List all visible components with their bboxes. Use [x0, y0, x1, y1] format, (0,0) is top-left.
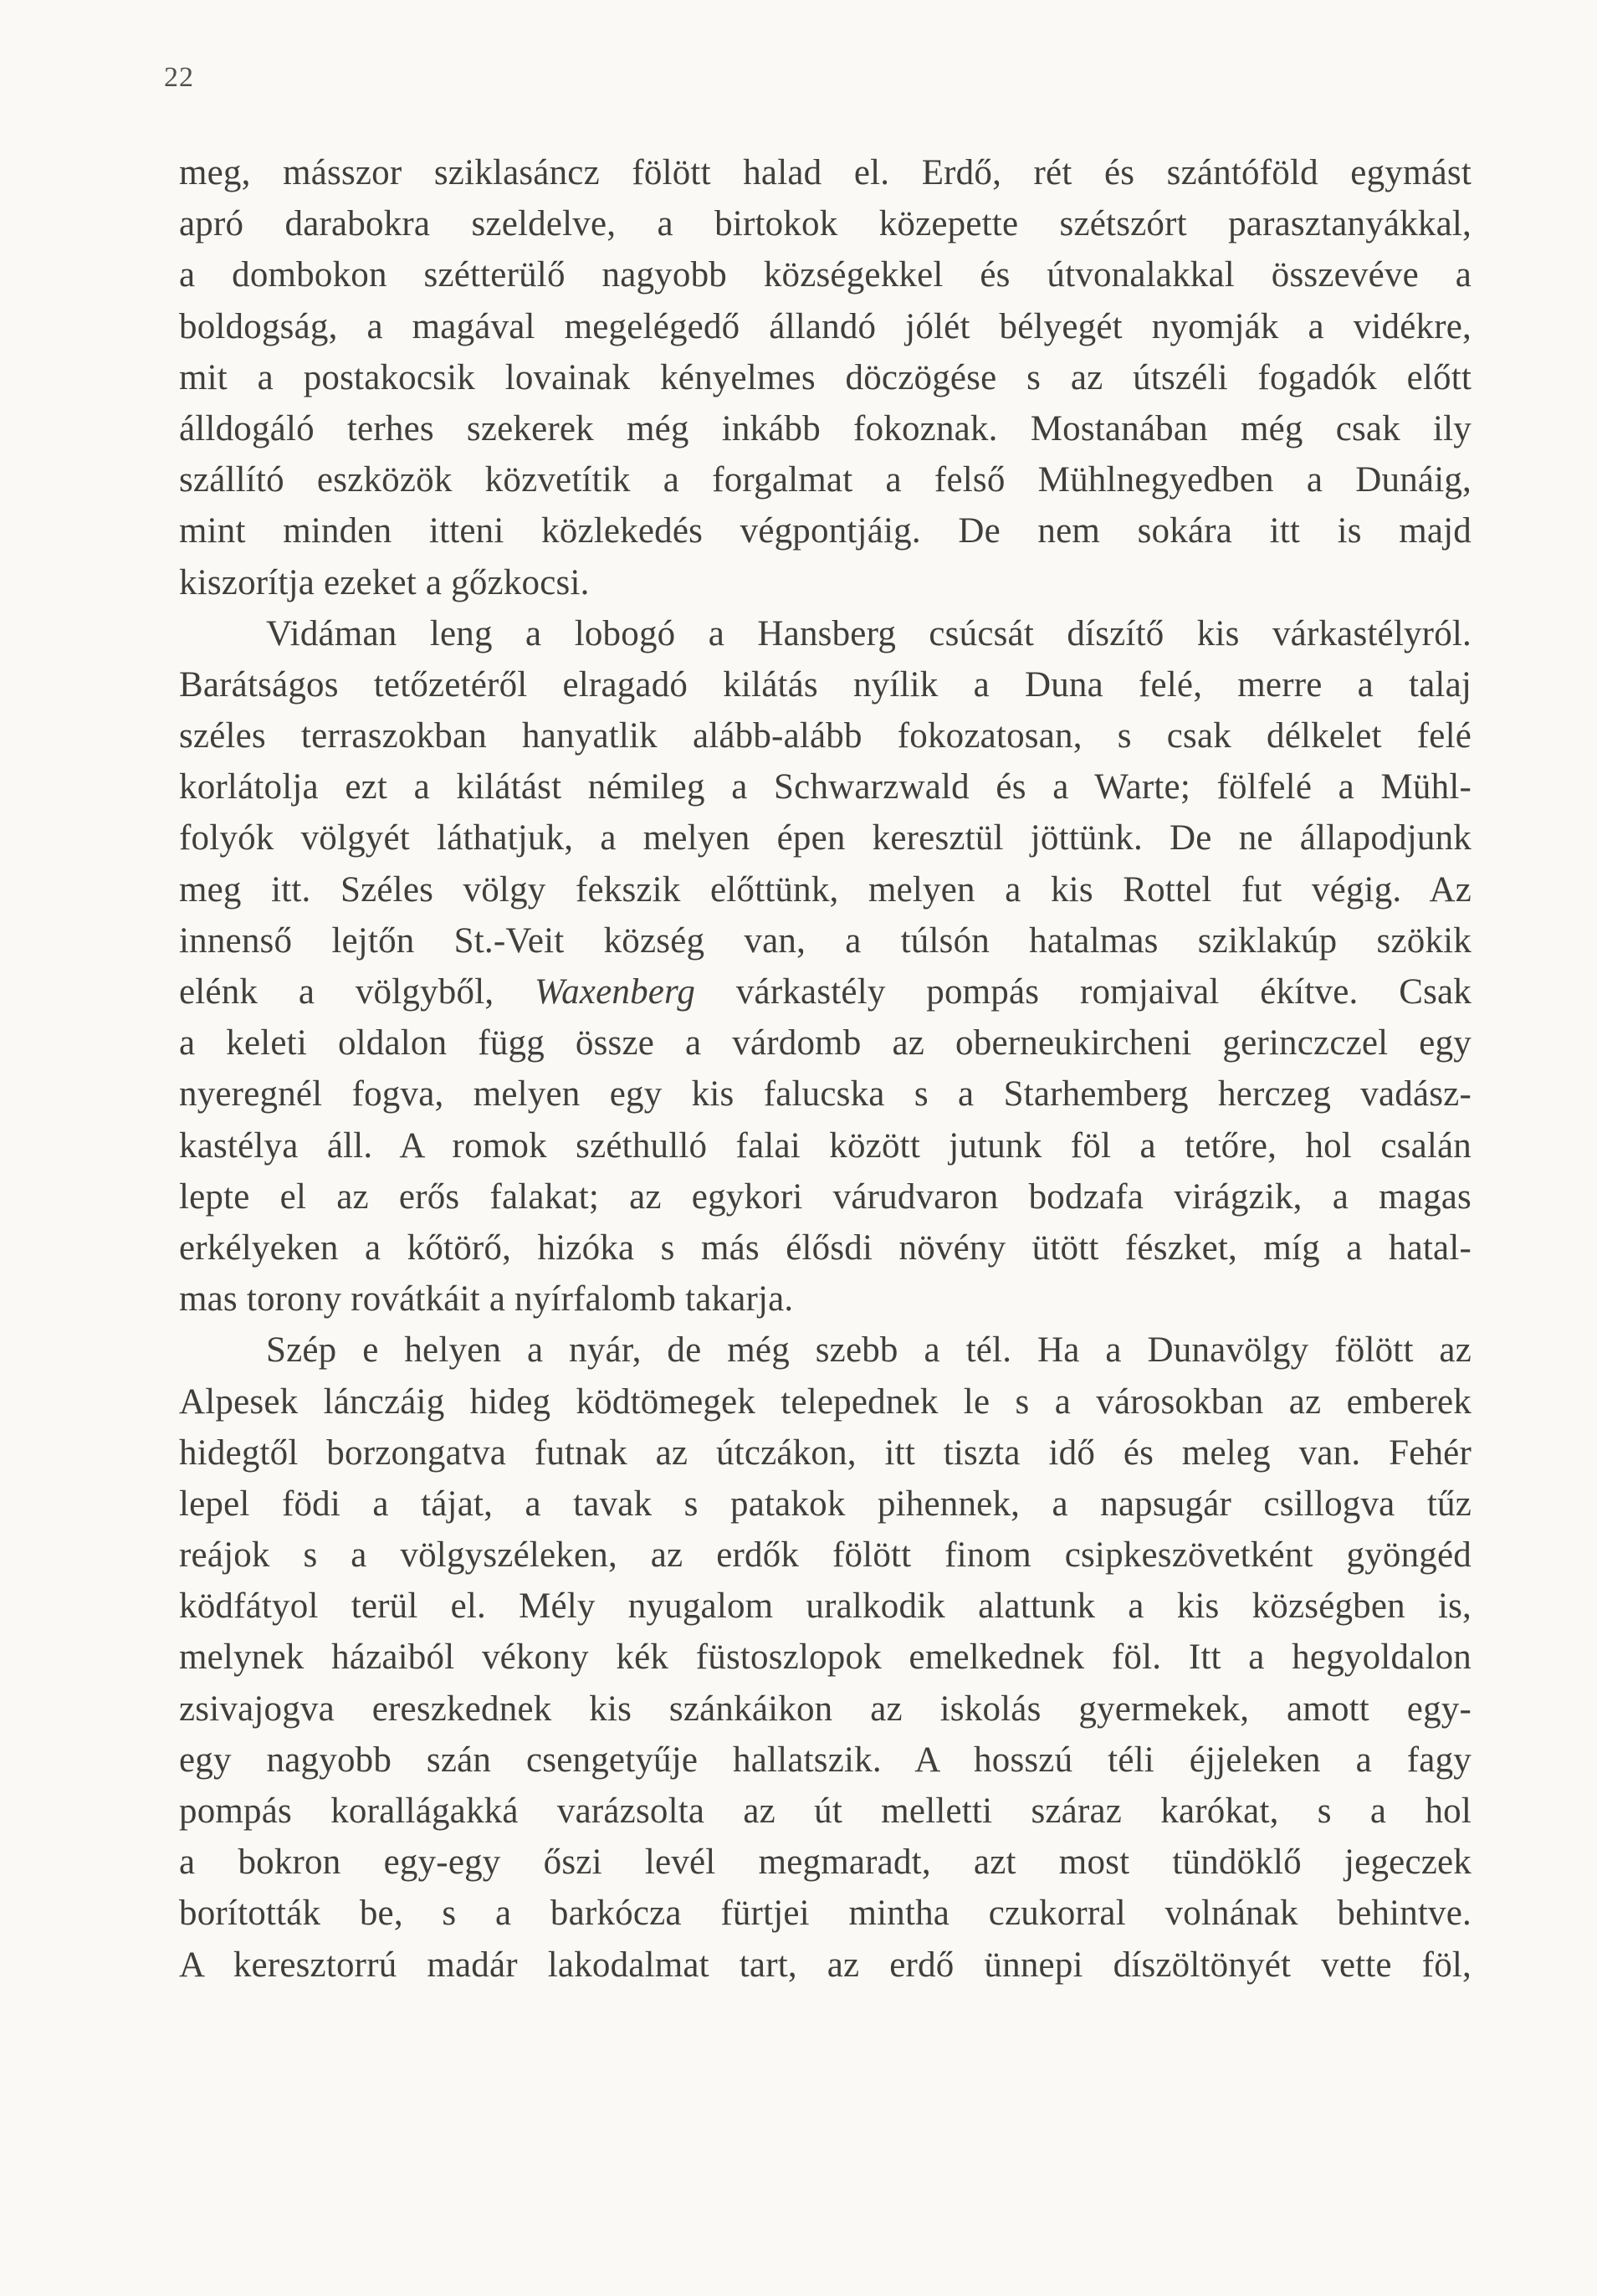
text-line: hidegtől borzongatva futnak az útczákon, itt tiszta idő és meleg van. Fehér [179, 1432, 1472, 1473]
text-line: reájok s a völgyszéleken, az erdők fölött finom csipkeszövetként gyöngéd [179, 1535, 1472, 1576]
text-line: egy nagyobb szán csengetyűje hallatszik. A hosszú téli éjjeleken a fagy [179, 1740, 1472, 1780]
text-line: apró darabokra szeldelve, a birtokok közepette szétszórt parasztanyákkal, [179, 204, 1472, 244]
text-line: erkélyeken a kőtörő, hizóka s más élősdi növény ütött fészket, míg a hatal- [179, 1227, 1472, 1268]
body-text [179, 147, 1472, 1991]
text-line: korlátolja ezt a kilátást némileg a Schwarzwald és a Warte; fölfelé a Mühl- [179, 767, 1472, 807]
text-line: széles terraszokban hanyatlik alább-alább fokozatosan, s csak délkelet felé [179, 716, 1472, 756]
text-line: kiszorítja ezeket a gőzkocsi. [179, 562, 590, 602]
text-line: meg itt. Széles völgy fekszik előttünk, melyen a kis Rottel fut végig. Az [179, 869, 1472, 910]
text-segment: elénk a völgyből, [179, 972, 535, 1012]
text-line: a bokron egy-egy őszi levél megmaradt, azt most tündöklő jegeczek [179, 1842, 1472, 1883]
paragraph-1 [179, 147, 1472, 608]
page-number: 22 [164, 62, 194, 93]
text-line: innenső lejtőn St.-Veit község van, a túlsón hatalmas sziklakúp szökik [179, 920, 1472, 961]
text-line: meg, másszor sziklasáncz fölött halad el. Erdő, rét és szántóföld egymást [179, 153, 1472, 192]
text-line: szállító eszközök közvetítik a forgalmat a felső Mühlnegyedben a Dunáig, [179, 460, 1472, 500]
text-line: A keresztorrú madár lakodalmat tart, az erdő ünnepi díszöltönyét vette föl, [179, 1945, 1472, 1985]
text-line: ködfátyol terül el. Mély nyugalom uralkodik alattunk a kis községben is, [179, 1586, 1472, 1627]
text-line: boldogság, a magával megelégedő állandó jólét bélyegét nyomják a vidékre, [179, 306, 1472, 346]
paragraph-3 [179, 1325, 1472, 1990]
text-line: mint minden itteni közlekedés végpontjáig. De nem sokára itt is majd [179, 511, 1472, 551]
text-segment: várkastély pompás romjaival ékítve. Csak [695, 972, 1472, 1012]
text-line: kastélya áll. A romok széthulló falai között jutunk föl a tetőre, hol csalán [179, 1125, 1472, 1166]
text-line: lepel födi a tájat, a tavak s patakok pihennek, a napsugár csillogva tűz [179, 1484, 1472, 1524]
text-line: pompás korallágakká varázsolta az út melletti száraz karókat, s a hol [179, 1791, 1472, 1831]
text-line: a keleti oldalon függ össze a várdomb az oberneukircheni gerinczczel egy [179, 1023, 1472, 1063]
text-line: melynek házaiból vékony kék füstoszlopok emelkednek föl. Itt a hegyoldalon [179, 1637, 1472, 1678]
paragraph-2 [179, 608, 1472, 1325]
text-line: mas torony rovátkáit a nyírfalomb takarja. [179, 1279, 794, 1320]
text-line: Vidáman leng a lobogó a Hansberg csúcsát díszítő kis várkastélyról. [266, 613, 1472, 653]
text-line: a dombokon szétterülő nagyobb községekkel és útvonalakkal összevéve a [179, 255, 1472, 295]
text-line: lepte el az erős falakat; az egykori várudvaron bodzafa virágzik, a magas [179, 1176, 1472, 1217]
text-line: Barátságos tetőzetéről elragadó kilátás nyílik a Duna felé, merre a talaj [179, 664, 1472, 705]
italic-place-name: Waxenberg [535, 972, 696, 1012]
text-line: Szép e helyen a nyár, de még szebb a tél. Ha a Dunavölgy fölött az [266, 1330, 1472, 1371]
text-line: álldogáló terhes szekerek még inkább fokoznak. Mostanában még csak ily [179, 408, 1472, 448]
text-line: borították be, s a barkócza fürtjei mintha czukorral volnának behintve. [179, 1894, 1472, 1934]
text-line: Alpesek lánczáig hideg ködtömegek telepednek le s a városokban az emberek [179, 1381, 1472, 1422]
text-line-italic [179, 966, 1472, 1017]
text-line: nyeregnél fogva, melyen egy kis falucska s a Starhemberg herczeg vadász- [179, 1074, 1472, 1115]
text-line: folyók völgyét láthatjuk, a melyen épen keresztül jöttünk. De ne állapodjunk [179, 818, 1472, 858]
text-line: mit a postakocsik lovainak kényelmes döczögése s az útszéli fogadók előtt [179, 357, 1472, 397]
text-line: zsivajogva ereszkednek kis szánkáikon az iskolás gyermekek, amott egy- [179, 1689, 1472, 1729]
